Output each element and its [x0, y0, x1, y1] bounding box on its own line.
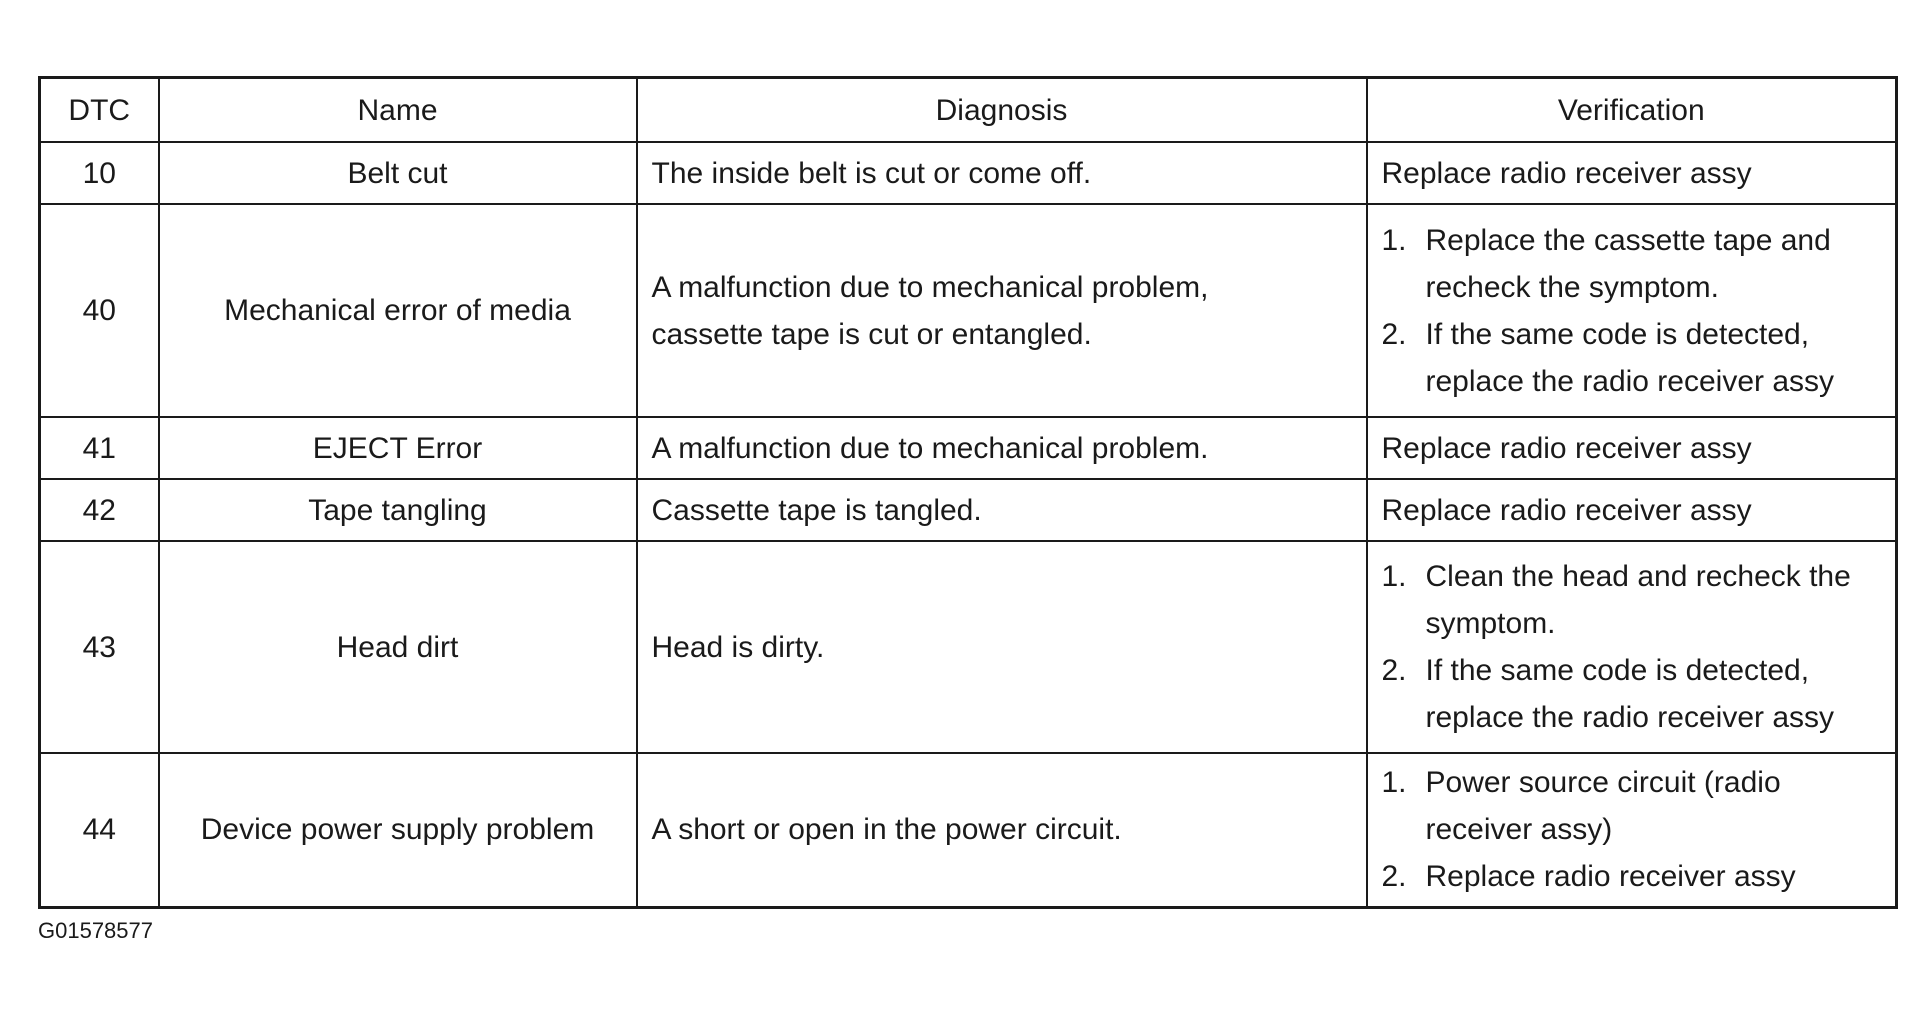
- step-number: 2.: [1381, 860, 1407, 894]
- dtc-table: [38, 76, 1898, 909]
- verification-step: [1382, 759, 1882, 853]
- step-number: 1.: [1381, 560, 1407, 593]
- table-header-row: [40, 78, 1897, 143]
- step-text: If the same code is detected, replace the radio receiver assy: [1425, 317, 1835, 398]
- diagnosis-cell: The inside belt is cut or come off.: [637, 142, 1367, 204]
- diagnosis-cell: Cassette tape is tangled.: [637, 479, 1367, 541]
- verification-step: [1382, 647, 1882, 741]
- step-text: Clean the head and recheck the symptom.: [1425, 560, 1851, 640]
- verification-cell: Replace radio receiver assy: [1367, 417, 1897, 479]
- dtc-code-cell: 40: [40, 204, 159, 417]
- dtc-code-cell: 10: [40, 142, 159, 204]
- verification-cell: [1367, 204, 1897, 417]
- table-row: [40, 753, 1897, 907]
- header-name: Name: [159, 78, 637, 143]
- table-row: [40, 417, 1897, 479]
- dtc-name-cell: Belt cut: [159, 142, 637, 204]
- step-text: Power source circuit (radio receiver assy): [1425, 766, 1781, 847]
- verification-cell: [1367, 753, 1897, 907]
- verification-steps: [1382, 553, 1882, 741]
- verification-cell: Replace radio receiver assy: [1367, 142, 1897, 204]
- step-text: If the same code is detected, replace the radio receiver assy: [1425, 654, 1835, 734]
- verification-step: [1382, 217, 1882, 311]
- dtc-name-cell: Tape tangling: [159, 479, 637, 541]
- table-row: [40, 204, 1897, 417]
- step-text: Replace the cassette tape and recheck the symptom.: [1425, 223, 1831, 304]
- table-body: [40, 142, 1897, 907]
- table-row: [40, 142, 1897, 204]
- diagnosis-cell: A short or open in the power circuit.: [637, 753, 1367, 907]
- dtc-name-cell: Device power supply problem: [159, 753, 637, 907]
- dtc-code-cell: 42: [40, 479, 159, 541]
- header-diagnosis: Diagnosis: [637, 78, 1367, 143]
- step-number: 1.: [1381, 223, 1407, 257]
- verification-step: [1382, 853, 1882, 900]
- dtc-name-cell: Head dirt: [159, 541, 637, 753]
- step-number: 2.: [1381, 654, 1407, 687]
- dtc-code-cell: 41: [40, 417, 159, 479]
- header-dtc: DTC: [40, 78, 159, 143]
- dtc-name-cell: EJECT Error: [159, 417, 637, 479]
- dtc-code-cell: 43: [40, 541, 159, 753]
- step-text: Replace radio receiver assy: [1425, 860, 1796, 894]
- verification-cell: Replace radio receiver assy: [1367, 479, 1897, 541]
- verification-step: [1382, 311, 1882, 405]
- header-verification: Verification: [1367, 78, 1897, 143]
- verification-steps: [1382, 759, 1882, 900]
- verification-step: [1382, 553, 1882, 647]
- figure-id: G01578577: [38, 918, 153, 943]
- step-number: 2.: [1381, 317, 1407, 351]
- verification-steps: [1382, 217, 1882, 405]
- dtc-name-cell: Mechanical error of media: [159, 204, 637, 417]
- diagnosis-cell: Head is dirty.: [637, 541, 1367, 753]
- table-row: [40, 479, 1897, 541]
- step-number: 1.: [1381, 766, 1407, 800]
- table-row: [40, 541, 1897, 753]
- diagnosis-cell: A malfunction due to mechanical problem, cassette tape is cut or entangled.: [637, 204, 1367, 417]
- diagnosis-cell: A malfunction due to mechanical problem.: [637, 417, 1367, 479]
- verification-cell: [1367, 541, 1897, 753]
- dtc-code-cell: 44: [40, 753, 159, 907]
